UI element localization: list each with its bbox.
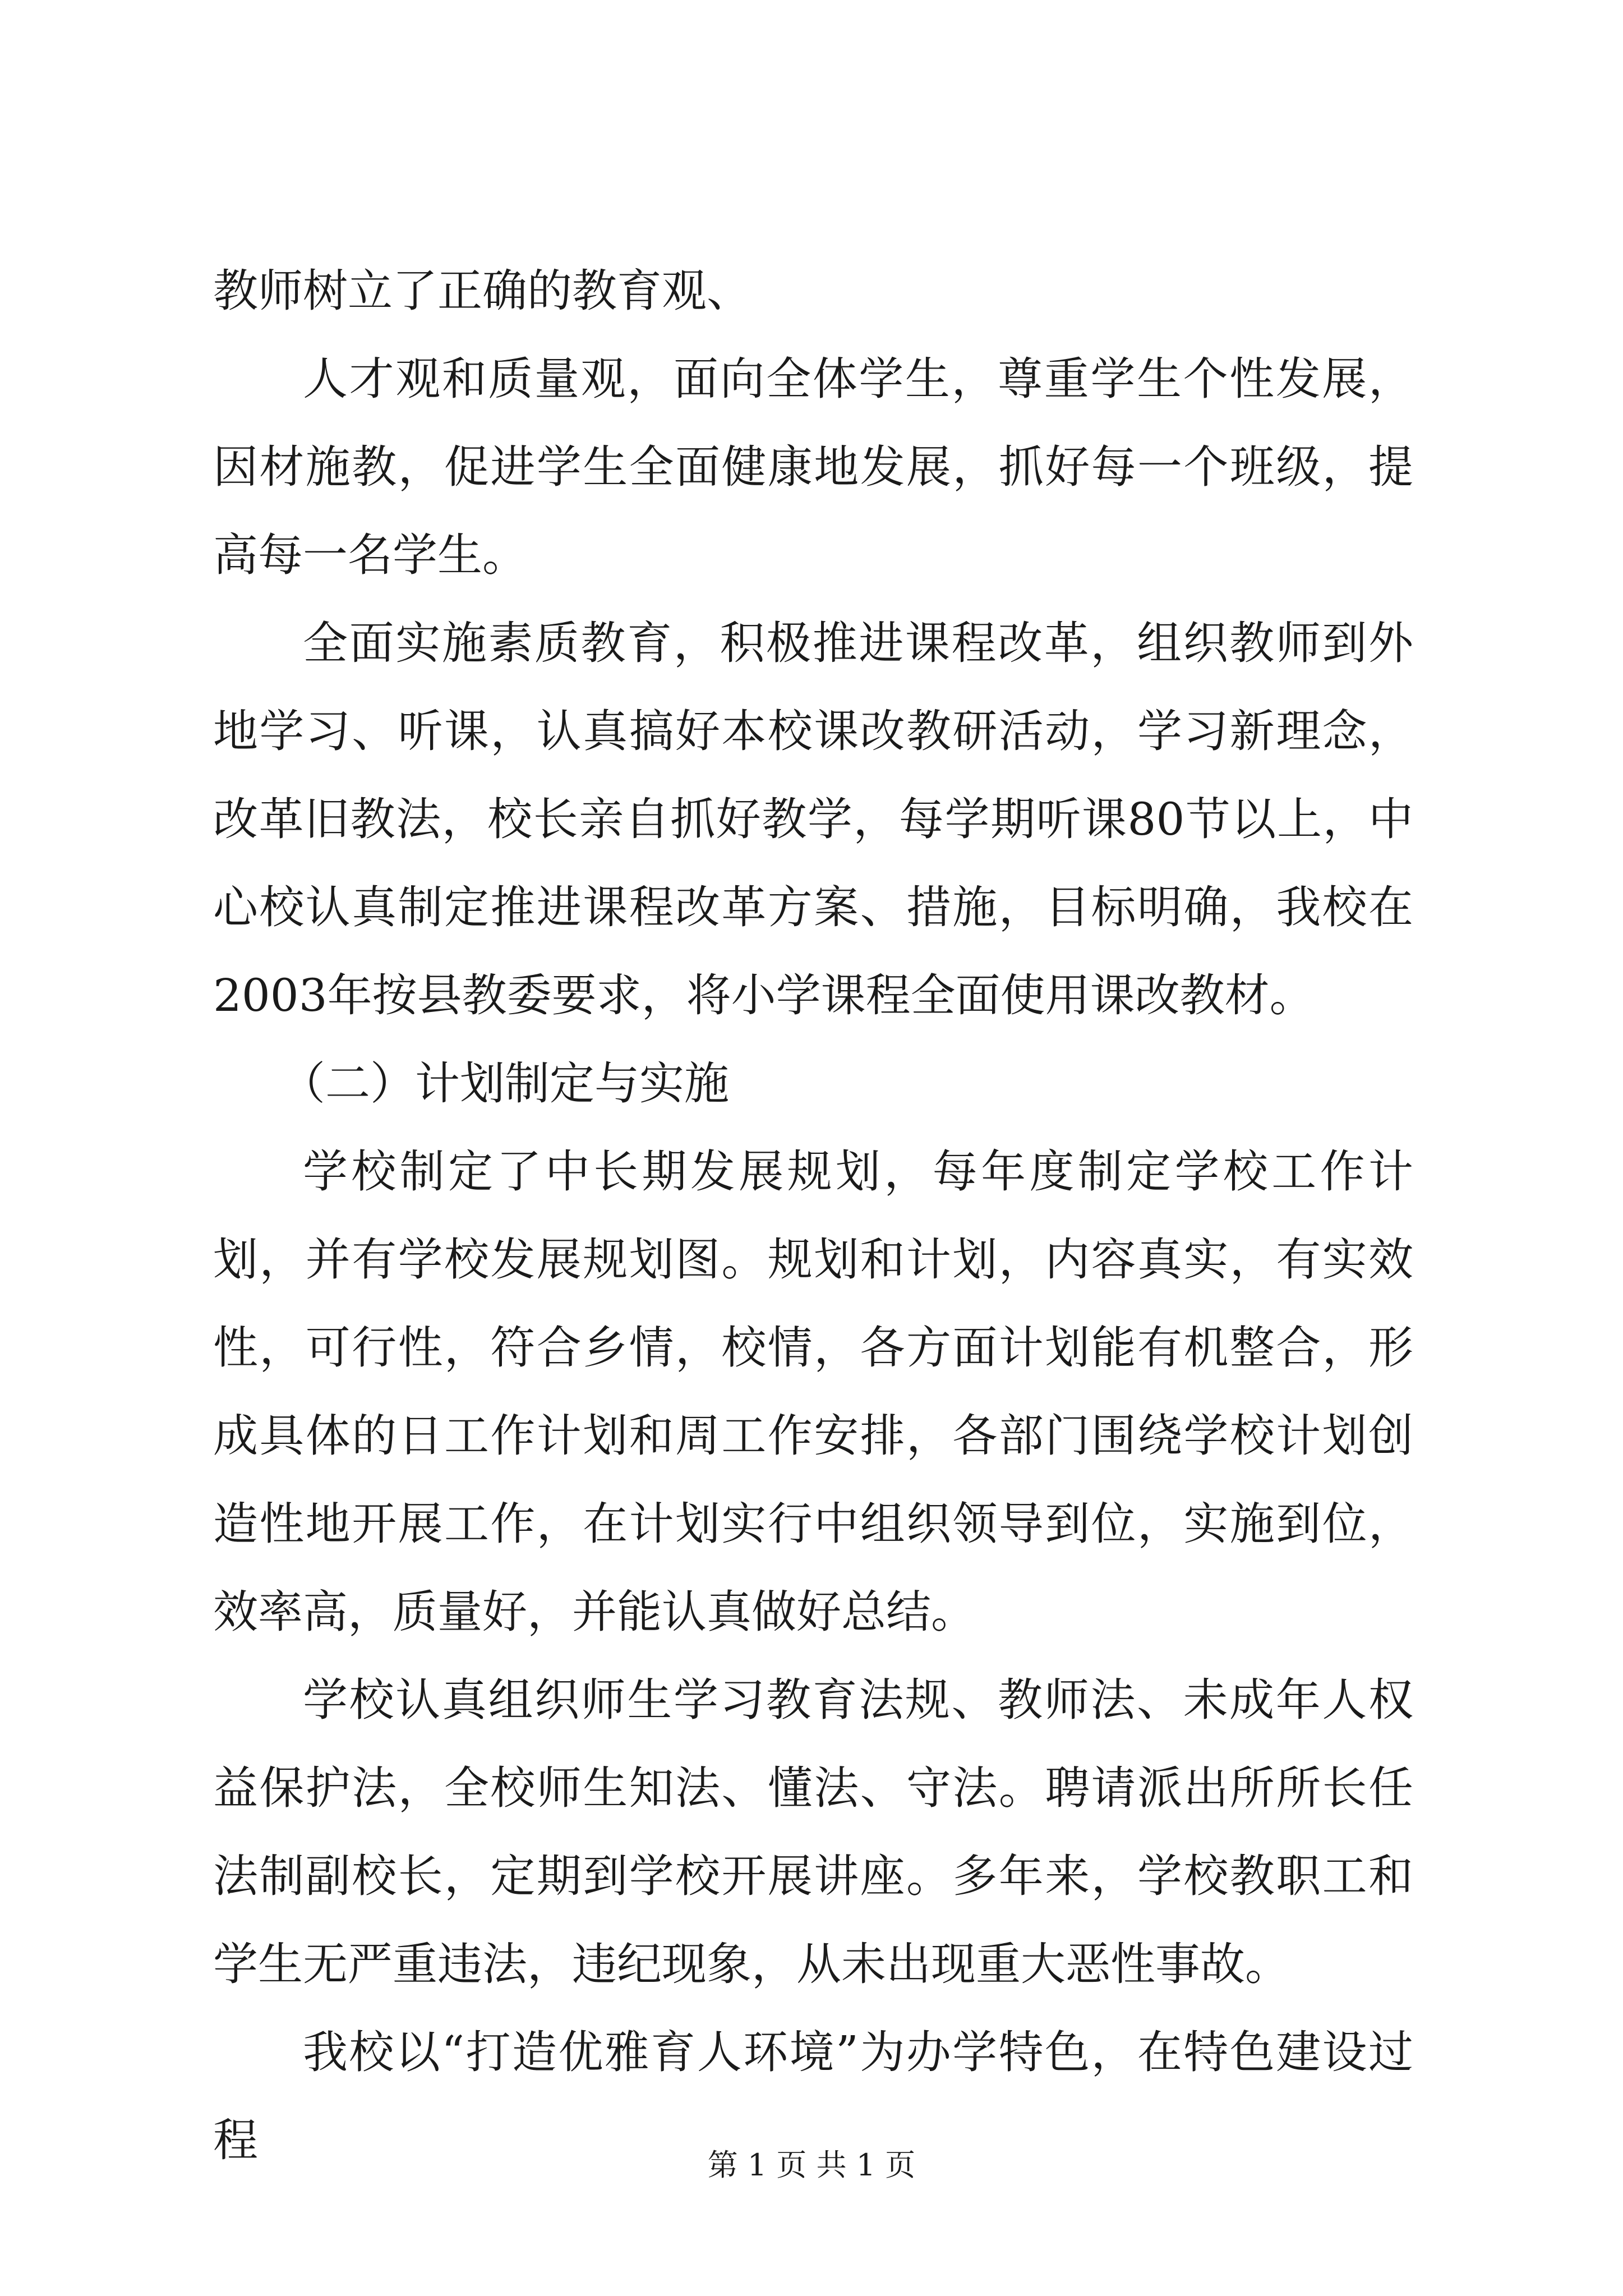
paragraph: 人才观和质量观，面向全体学生，尊重学生个性发展，因材施教，促进学生全面健康地发展，抓好每一个班级，提高每一名学生。	[213, 353, 1413, 581]
document-body	[213, 247, 1413, 2184]
paragraph: 学校制定了中长期发展规划，每年度制定学校工作计划，并有学校发展规划图。规划和计划，内容真实，有实效性，可行性，符合乡情，校情，各方面计划能有机整合，形成具体的日工作计划和周工作安排，各部门围绕学校计划创造性地开展工作，在计划实行中组织领导到位，实施到位，效率高，质量好，并能认真做好总结。	[213, 1145, 1413, 1638]
paragraph-continuation: 教师树立了正确的教育观、	[213, 265, 751, 317]
paragraph: 学校认真组织师生学习教育法规、教师法、未成年人权益保护法，全校师生知法、懂法、守法。聘请派出所所长任法制副校长，定期到学校开展讲座。多年来，学校教职工和学生无严重违法，违纪现象，从未出现重大恶性事故。	[213, 1674, 1413, 1990]
section-heading: （二）计划制定与实施	[280, 1057, 729, 1110]
paragraph: 全面实施素质教育，积极推进课程改革，组织教师到外地学习、听课，认真搞好本校课改教研活动，学习新理念，改革旧教法，校长亲自抓好教学，每学期听课80节以上，中心校认真制定推进课程改革方案、措施，目标明确，我校在2003年按县教委要求，将小学课程全面使用课改教材。	[213, 617, 1413, 1022]
paragraph: 我校以“打造优雅育人环境”为办学特色，在特色建设过程	[213, 2026, 1413, 2166]
page-footer: 第 1 页 共 1 页	[707, 2147, 916, 2183]
